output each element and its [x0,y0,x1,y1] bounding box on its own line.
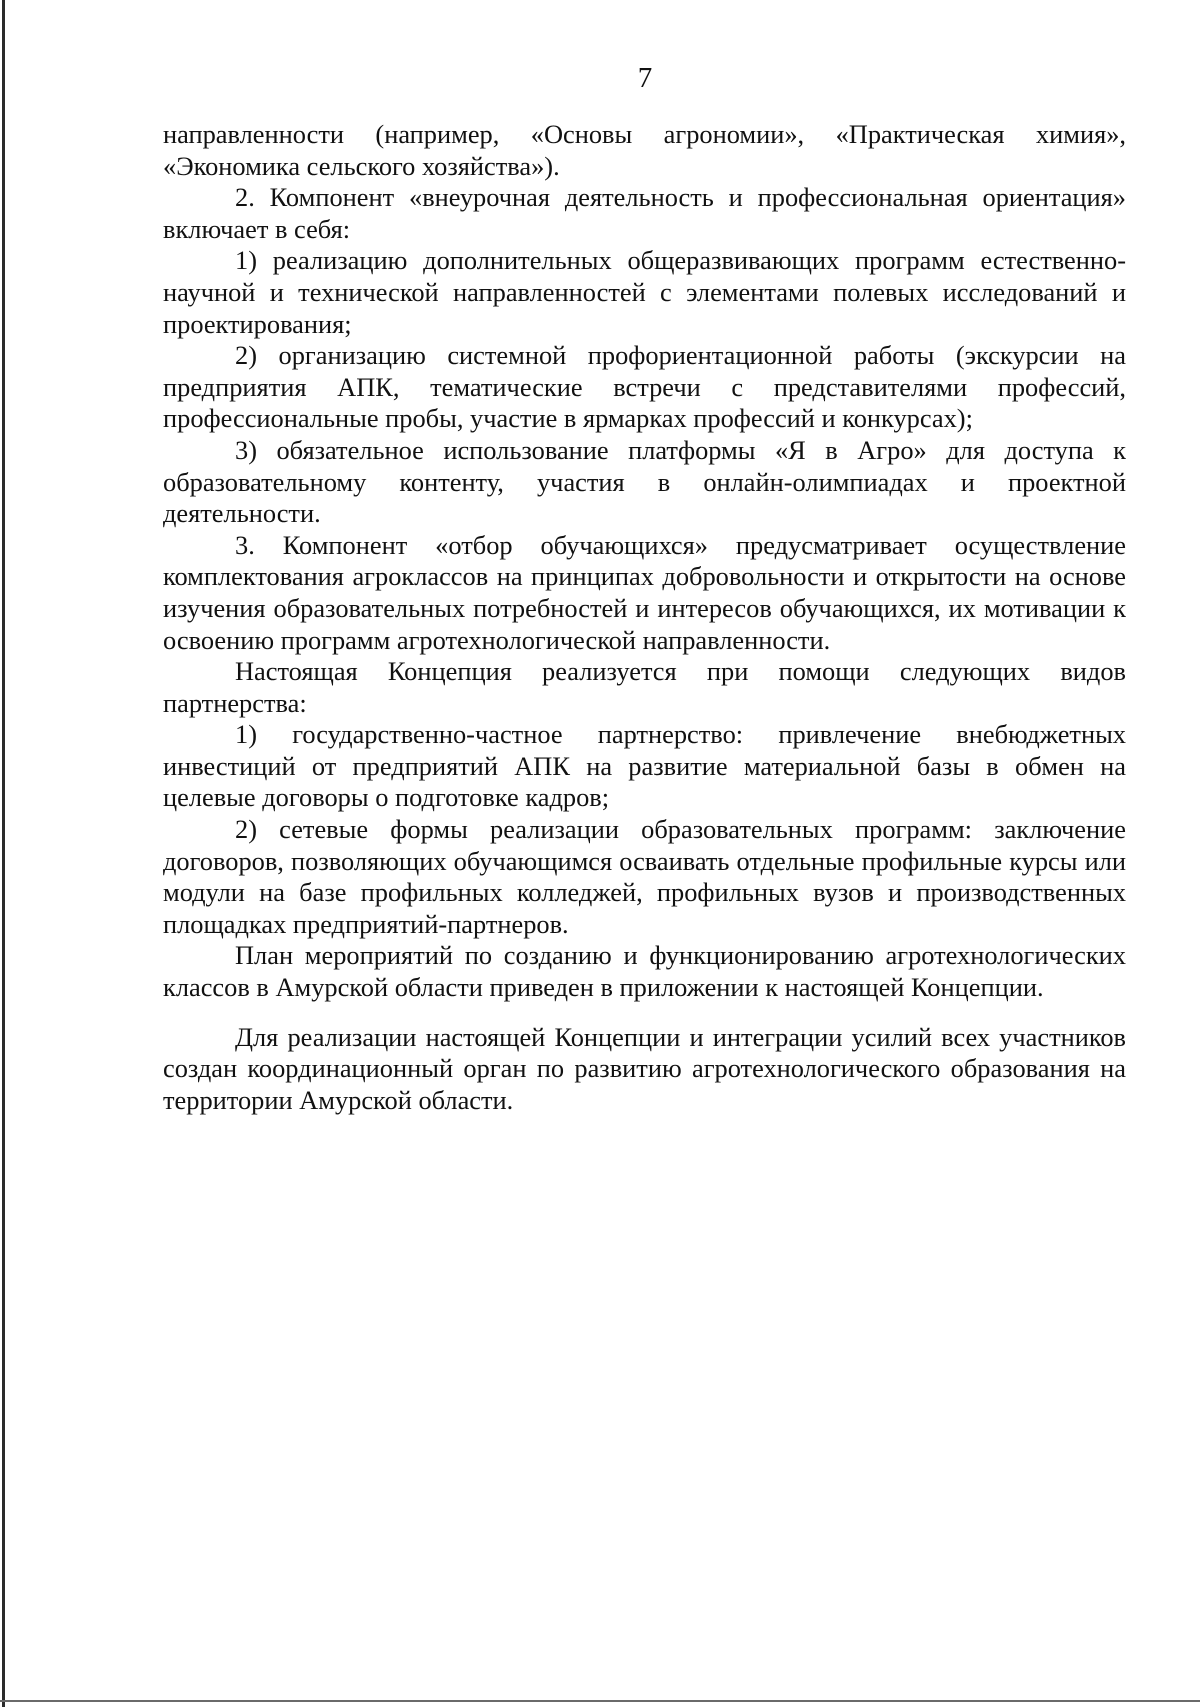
scan-bottom-edge [0,1700,1200,1702]
page-number: 7 [637,62,653,94]
list-item-1: 1) реализацию дополнительных общеразвивающих программ естественно-научной и технической направленностей с элементами полевых исследований и проектирования; [163,245,1126,339]
document-body [163,119,1126,1116]
partnership-item-1: 1) государственно-частное партнерство: привлечение внебюджетных инвестиций от предприятий АПК на развитие материальной базы в обмен на целевые договоры о подготовке кадров; [163,719,1126,813]
list-item-2: 2) организацию системной профориентационной работы (экскурсии на предприятия АПК, тематические встречи с представителями профессий, профессиональные пробы, участие в ярмарках профессий и конкурсах); [163,340,1126,434]
paragraph-component-3: 3. Компонент «отбор обучающихся» предусматривает осуществление комплектования агроклассов на принципах добровольности и открытости на основе изучения образовательных потребностей и интересов обучающихся, их мотивации к освоению программ агротехнологической направленности. [163,529,1126,655]
partnership-item-2: 2) сетевые формы реализации образовательных программ: заключение договоров, позволяющих обучающимся осваивать отдельные профильные курсы или модули на базе профильных колледжей, профильных вузов и производственных площадках предприятий-партнеров. [163,814,1126,939]
paragraph-coordination: Для реализации настоящей Концепции и интеграции усилий всех участников создан координационный орган по развитию агротехнологического образования на территории Амурской области. [163,1021,1126,1115]
list-item-3: 3) обязательное использование платформы «Я в Агро» для доступа к образовательному контенту, участия в онлайн-олимпиадах и проектной деятельности. [163,434,1126,529]
paragraph-continuation: направленности (например, «Основы агрономии», «Практическая химия», «Экономика сельского хозяйства»). [163,119,1126,181]
paragraph-partnership: Настоящая Концепция реализуется при помощи следующих видов партнерства: [163,656,1126,718]
paragraph-plan: План мероприятий по созданию и функционированию агротехнологических классов в Амурской области приведен в приложении к настоящей Концепции. [163,940,1126,1003]
paragraph-component-2: 2. Компонент «внеурочная деятельность и профессиональная ориентация» включает в себя: [163,182,1126,244]
scan-left-edge [2,0,5,1707]
